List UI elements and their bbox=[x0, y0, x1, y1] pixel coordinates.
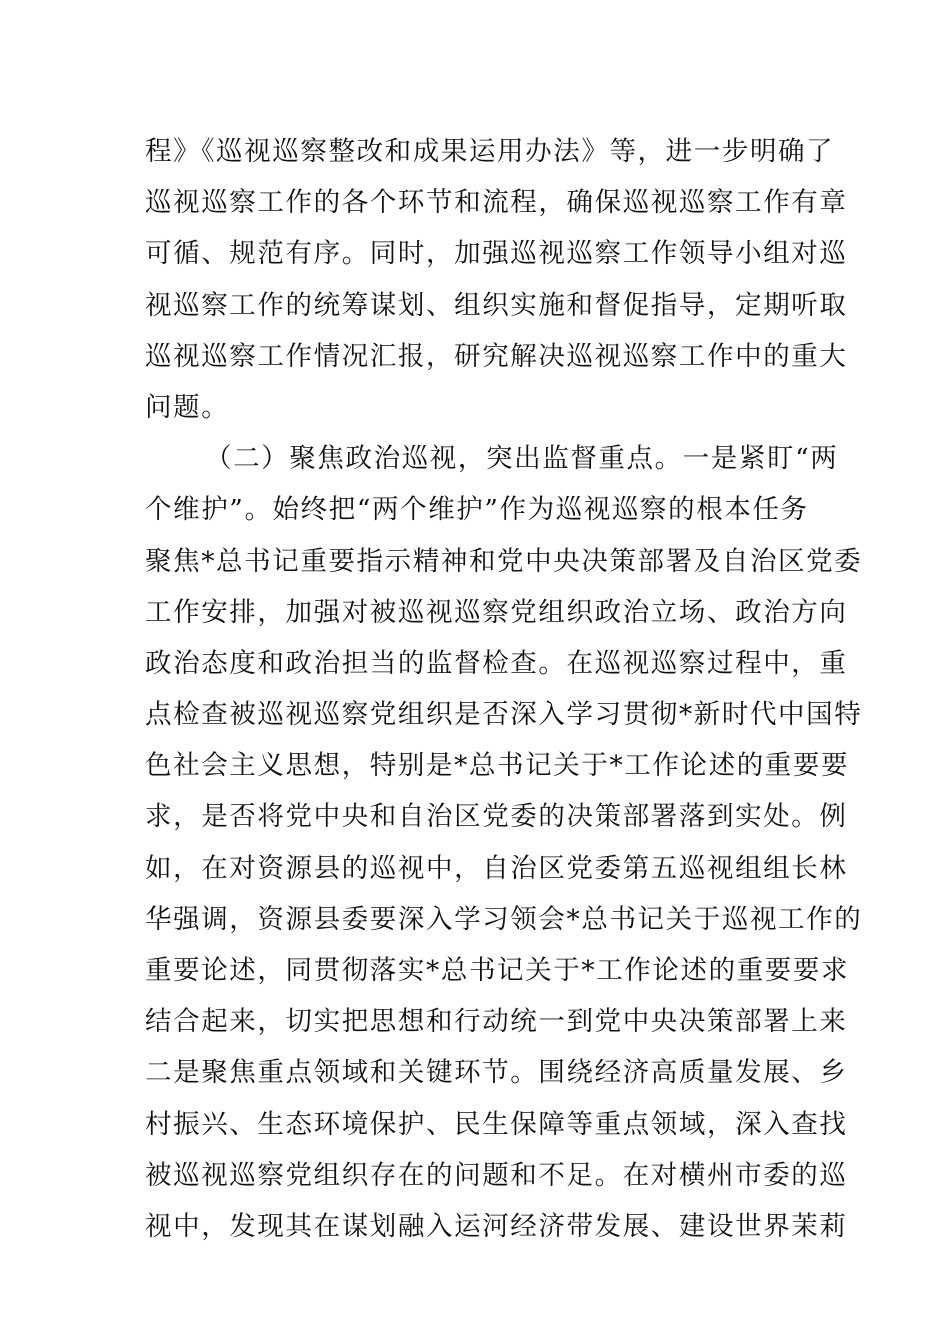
text-line: 求，是否将党中央和自治区党委的决策部署落到实处。例 bbox=[145, 801, 848, 833]
text-line: 可循、规范有序。同时，加强巡视巡察工作领导小组对巡 bbox=[145, 238, 848, 270]
section-heading-line: （二）聚焦政治巡视，突出监督重点。一是紧盯“两 bbox=[205, 443, 839, 475]
text-line: 政治态度和政治担当的监督检查。在巡视巡察过程中，重 bbox=[145, 647, 848, 679]
text-line: 华强调，资源县委要深入学习领会*总书记关于巡视工作的 bbox=[145, 903, 863, 935]
text-line: 色社会主义思想，特别是*总书记关于*工作论述的重要要 bbox=[145, 750, 850, 782]
text-line: 视巡察工作的统筹谋划、组织实施和督促指导，定期听取 bbox=[145, 289, 848, 321]
text-line: 被巡视巡察党组织存在的问题和不足。在对横州市委的巡 bbox=[145, 1159, 848, 1191]
text-line: 结合起来，切实把思想和行动统一到党中央决策部署上来 bbox=[145, 1006, 848, 1038]
text-line: 程》《巡视巡察整改和成果运用办法》等，进一步明确了 bbox=[145, 136, 835, 167]
text-line: 个维护”。始终把“两个维护”作为巡视巡察的根本任务 bbox=[145, 494, 809, 526]
text-line: 重要论述，同贯彻落实*总书记关于*工作论述的重要要求 bbox=[145, 955, 850, 986]
text-line: 问题。 bbox=[145, 391, 230, 423]
text-line: 二是聚焦重点领域和关键环节。围绕经济高质量发展、乡 bbox=[145, 1057, 848, 1089]
body-text bbox=[145, 126, 863, 1252]
text-line: 点检查被巡视巡察党组织是否深入学习贯彻*新时代中国特 bbox=[145, 699, 863, 731]
text-line: 如，在对资源县的巡视中，自治区党委第五巡视组组长林 bbox=[145, 852, 848, 884]
text-line: 工作安排，加强对被巡视巡察党组织政治立场、政治方向 bbox=[145, 596, 848, 628]
text-line: 视中，发现其在谋划融入运河经济带发展、建设世界茉莉 bbox=[145, 1210, 848, 1242]
text-line: 巡视巡察工作的各个环节和流程，确保巡视巡察工作有章 bbox=[145, 187, 848, 219]
text-line: 巡视巡察工作情况汇报，研究解决巡视巡察工作中的重大 bbox=[145, 340, 848, 372]
text-line: 聚焦*总书记重要指示精神和党中央决策部署及自治区党委 bbox=[145, 545, 863, 577]
text-line: 村振兴、生态环境保护、民生保障等重点领域，深入查找 bbox=[145, 1108, 848, 1140]
